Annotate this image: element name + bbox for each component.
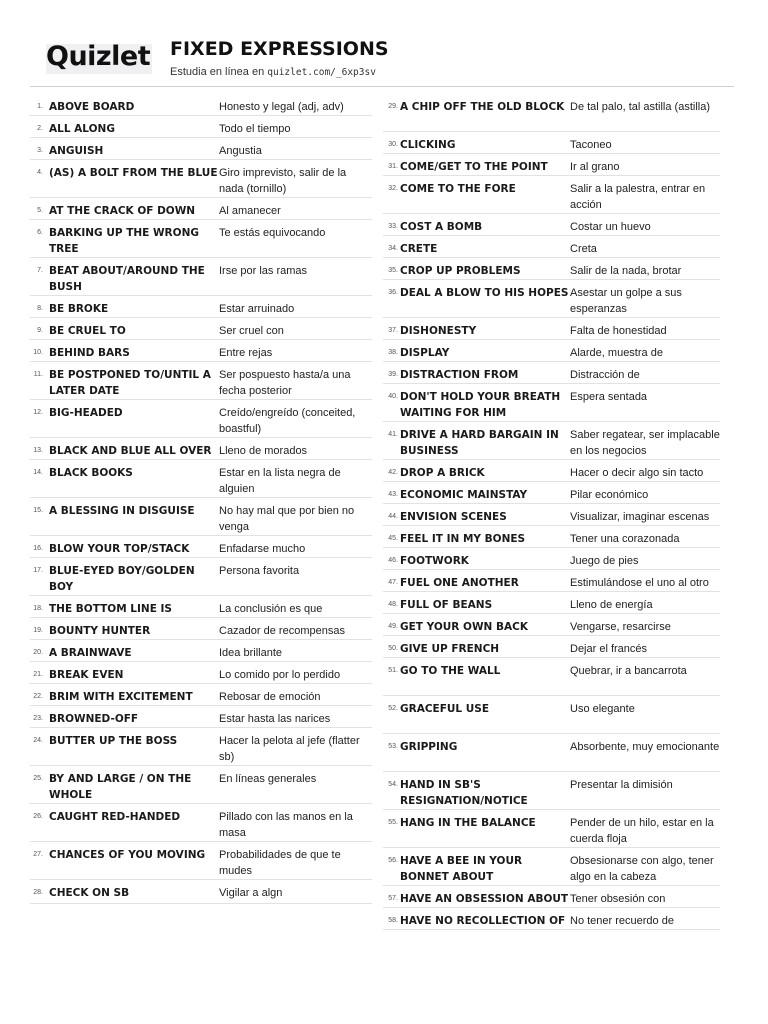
definition-text: Ser cruel con xyxy=(219,325,284,337)
definition-text: Obsesionarse con algo, tener algo en la cabeza xyxy=(570,855,714,883)
term-row xyxy=(383,810,720,848)
term-row xyxy=(30,766,372,804)
term-row xyxy=(30,318,372,340)
left-term-list xyxy=(30,94,372,904)
definition-text: Creta xyxy=(570,243,597,255)
term-text: A CHIP OFF THE OLD BLOCK xyxy=(400,101,565,113)
definition-text: De tal palo, tal astilla (astilla) xyxy=(570,101,711,113)
term-text: GRIPPING xyxy=(400,741,458,753)
definition-text: Persona favorita xyxy=(219,565,300,577)
term-row xyxy=(383,482,720,504)
term-text: COME TO THE FORE xyxy=(400,183,516,195)
term-row xyxy=(30,662,372,684)
term-number: 35. xyxy=(388,267,398,274)
term-text: A BRAINWAVE xyxy=(49,647,132,659)
term-number: 50. xyxy=(388,645,398,652)
definition-text: Irse por las ramas xyxy=(219,265,308,277)
term-number: 19. xyxy=(33,627,43,634)
term-number: 43. xyxy=(388,491,398,498)
term-row xyxy=(383,772,720,810)
term-number: 44. xyxy=(388,513,398,520)
definition-text: Al amanecer xyxy=(219,205,281,217)
term-text: FOOTWORK xyxy=(400,555,469,567)
term-number: 10. xyxy=(33,349,43,356)
term-number: 36. xyxy=(388,289,398,296)
term-number: 40. xyxy=(388,393,398,400)
definition-text: Juego de pies xyxy=(570,555,639,567)
term-row xyxy=(30,438,372,460)
term-text: BLACK AND BLUE ALL OVER xyxy=(49,445,212,457)
definition-text: La conclusión es que xyxy=(219,603,323,615)
term-number: 16. xyxy=(33,545,43,552)
term-row xyxy=(383,280,720,318)
term-text: BROWNED-OFF xyxy=(49,713,139,725)
term-row xyxy=(383,548,720,570)
term-text: ALL ALONG xyxy=(49,123,115,135)
term-row xyxy=(383,154,720,176)
term-number: 37. xyxy=(388,327,398,334)
definition-text: Estar en la lista negra de alguien xyxy=(219,467,341,495)
definition-text: Lleno de energía xyxy=(570,599,653,611)
term-row xyxy=(383,176,720,214)
definition-text: Giro imprevisto, salir de la nada (tornillo) xyxy=(219,167,347,195)
definition-text: Hacer la pelota al jefe (flatter sb) xyxy=(219,735,360,763)
definition-text: Falta de honestidad xyxy=(570,325,667,337)
definition-text: Pender de un hilo, estar en la cuerda floja xyxy=(570,817,714,845)
term-text: DISTRACTION FROM xyxy=(400,369,519,381)
term-number: 42. xyxy=(388,469,398,476)
term-number: 41. xyxy=(388,431,398,438)
term-number: 3. xyxy=(37,147,43,154)
term-row xyxy=(30,258,372,296)
term-number: 12. xyxy=(33,409,43,416)
term-row xyxy=(383,886,720,908)
term-row xyxy=(383,214,720,236)
term-number: 9. xyxy=(37,327,43,334)
term-text: GET YOUR OWN BACK xyxy=(400,621,528,633)
term-number: 54. xyxy=(388,781,398,788)
definition-text: Vigilar a algn xyxy=(219,887,283,899)
term-number: 8. xyxy=(37,305,43,312)
term-number: 32. xyxy=(388,185,398,192)
term-row xyxy=(383,734,720,772)
term-number: 1. xyxy=(37,103,43,110)
term-row xyxy=(383,570,720,592)
definition-text: Ser pospuesto hasta/a una fecha posterior xyxy=(219,369,351,397)
definition-text: Dejar el francés xyxy=(570,643,648,655)
term-row xyxy=(30,804,372,842)
term-number: 55. xyxy=(388,819,398,826)
definition-text: Asestar un golpe a sus esperanzas xyxy=(570,287,682,315)
term-row xyxy=(30,362,372,400)
term-number: 33. xyxy=(388,223,398,230)
definition-text: Saber regatear, ser implacable en los negocios xyxy=(570,429,720,457)
term-row xyxy=(30,160,372,198)
definition-text: Idea brillante xyxy=(219,647,282,659)
definition-text: No tener recuerdo de xyxy=(570,915,674,927)
term-row xyxy=(30,558,372,596)
term-row xyxy=(30,138,372,160)
term-row xyxy=(383,258,720,280)
right-term-list xyxy=(383,94,720,930)
term-text: DEAL A BLOW TO HIS HOPES xyxy=(400,287,569,299)
term-row xyxy=(30,116,372,138)
definition-text: Entre rejas xyxy=(219,347,273,359)
quizlet-logo xyxy=(46,41,152,74)
term-number: 47. xyxy=(388,579,398,586)
term-number: 56. xyxy=(388,857,398,864)
term-number: 21. xyxy=(33,671,43,678)
term-number: 26. xyxy=(33,813,43,820)
definition-text: Probabilidades de que te mudes xyxy=(219,849,341,877)
term-number: 57. xyxy=(388,895,398,902)
term-text: BOUNTY HUNTER xyxy=(49,625,151,637)
term-text: CHECK ON SB xyxy=(49,887,130,899)
term-row xyxy=(383,384,720,422)
term-text: DRIVE A HARD BARGAIN IN BUSINESS xyxy=(400,429,559,457)
definition-text: Enfadarse mucho xyxy=(219,543,306,555)
term-row xyxy=(30,94,372,116)
term-number: 38. xyxy=(388,349,398,356)
definition-text: Rebosar de emoción xyxy=(219,691,321,703)
definition-text: Cazador de recompensas xyxy=(219,625,345,637)
term-text: BLACK BOOKS xyxy=(49,467,133,479)
term-row xyxy=(383,658,720,696)
subtitle-prefix: Estudia en línea en xyxy=(170,66,268,78)
term-row xyxy=(30,220,372,258)
definition-text: En líneas generales xyxy=(219,773,317,785)
term-text: (AS) A BOLT FROM THE BLUE xyxy=(49,167,218,179)
term-number: 31. xyxy=(388,163,398,170)
term-row xyxy=(383,908,720,930)
term-number: 13. xyxy=(33,447,43,454)
definition-text: Presentar la dimisión xyxy=(570,779,673,791)
term-row xyxy=(383,848,720,886)
definition-text: Alarde, muestra de xyxy=(570,347,663,359)
term-row xyxy=(30,400,372,438)
term-number: 18. xyxy=(33,605,43,612)
term-text: FEEL IT IN MY BONES xyxy=(400,533,526,545)
term-number: 25. xyxy=(33,775,43,782)
definition-text: Te estás equivocando xyxy=(219,227,326,239)
term-text: BRIM WITH EXCITEMENT xyxy=(49,691,193,703)
term-text: COME/GET TO THE POINT xyxy=(400,161,548,173)
definition-text: Salir a la palestra, entrar en acción xyxy=(570,183,706,211)
term-number: 17. xyxy=(33,567,43,574)
term-number: 23. xyxy=(33,715,43,722)
term-number: 34. xyxy=(388,245,398,252)
term-number: 53. xyxy=(388,743,398,750)
term-number: 5. xyxy=(37,207,43,214)
term-row xyxy=(383,94,720,132)
term-number: 7. xyxy=(37,267,43,274)
term-row xyxy=(30,842,372,880)
term-row xyxy=(30,198,372,220)
term-row xyxy=(30,536,372,558)
definition-text: Costar un huevo xyxy=(570,221,651,233)
definition-text: Ir al grano xyxy=(570,161,620,173)
term-row xyxy=(30,460,372,498)
study-url-link[interactable]: quizlet.com/_6xp3sv xyxy=(267,67,376,78)
definition-text: Salir de la nada, brotar xyxy=(570,265,682,277)
term-row xyxy=(383,526,720,548)
term-text: BE BROKE xyxy=(49,303,109,315)
term-text: CLICKING xyxy=(400,139,456,151)
term-number: 11. xyxy=(33,371,43,378)
term-number: 45. xyxy=(388,535,398,542)
page-header xyxy=(0,0,768,90)
term-row xyxy=(30,880,372,904)
term-number: 29. xyxy=(388,103,398,110)
term-number: 39. xyxy=(388,371,398,378)
term-row xyxy=(383,592,720,614)
term-row xyxy=(383,340,720,362)
term-number: 58. xyxy=(388,917,398,924)
term-number: 30. xyxy=(388,141,398,148)
term-text: DISHONESTY xyxy=(400,325,477,337)
term-text: ABOVE BOARD xyxy=(49,101,135,113)
term-row xyxy=(383,636,720,658)
term-text: BUTTER UP THE BOSS xyxy=(49,735,178,747)
term-text: BLUE-EYED BOY/GOLDEN BOY xyxy=(49,565,195,593)
term-number: 28. xyxy=(33,889,43,896)
term-text: DROP A BRICK xyxy=(400,467,485,479)
term-number: 51. xyxy=(388,667,398,674)
term-number: 15. xyxy=(33,507,43,514)
definition-text: Tener una corazonada xyxy=(570,533,680,545)
term-text: BIG-HEADED xyxy=(49,407,123,419)
definition-text: Taconeo xyxy=(570,139,612,151)
header-divider xyxy=(30,86,734,87)
definition-text: Hacer o decir algo sin tacto xyxy=(570,467,704,479)
term-text: CHANCES OF YOU MOVING xyxy=(49,849,206,861)
term-text: GIVE UP FRENCH xyxy=(400,643,500,655)
definition-text: Lo comido por lo perdido xyxy=(219,669,341,681)
definition-text: Honesto y legal (adj, adv) xyxy=(219,101,344,113)
term-text: BE POSTPONED TO/UNTIL A LATER DATE xyxy=(49,369,211,397)
term-number: 14. xyxy=(33,469,43,476)
definition-text: Pilar económico xyxy=(570,489,649,501)
term-row xyxy=(383,422,720,460)
definition-text: Uso elegante xyxy=(570,703,635,715)
term-row xyxy=(30,706,372,728)
definition-text: Estimulándose el uno al otro xyxy=(570,577,709,589)
term-text: BEAT ABOUT/AROUND THE BUSH xyxy=(49,265,205,293)
term-row xyxy=(383,696,720,734)
term-number: 52. xyxy=(388,705,398,712)
term-row xyxy=(383,614,720,636)
page-title: FIXED EXPRESSIONS xyxy=(170,38,389,60)
logo-text: Quizlet xyxy=(46,41,151,72)
term-row xyxy=(383,504,720,526)
term-text: COST A BOMB xyxy=(400,221,483,233)
term-number: 49. xyxy=(388,623,398,630)
term-number: 2. xyxy=(37,125,43,132)
term-number: 48. xyxy=(388,601,398,608)
term-number: 46. xyxy=(388,557,398,564)
definition-text: Quebrar, ir a bancarrota xyxy=(570,665,687,677)
definition-text: Angustia xyxy=(219,145,262,157)
term-row xyxy=(30,728,372,766)
term-text: ANGUISH xyxy=(49,145,104,157)
term-row xyxy=(30,498,372,536)
term-text: DON'T HOLD YOUR BREATH WAITING FOR HIM xyxy=(400,391,561,419)
term-text: ECONOMIC MAINSTAY xyxy=(400,489,528,501)
term-row xyxy=(383,318,720,340)
definition-text: Todo el tiempo xyxy=(219,123,291,135)
term-row xyxy=(30,684,372,706)
term-row xyxy=(383,460,720,482)
term-text: CRETE xyxy=(400,243,438,255)
term-text: GRACEFUL USE xyxy=(400,703,490,715)
term-number: 6. xyxy=(37,229,43,236)
term-text: BLOW YOUR TOP/STACK xyxy=(49,543,190,555)
definition-text: Tener obsesión con xyxy=(570,893,666,905)
term-row xyxy=(30,640,372,662)
definition-text: No hay mal que por bien no venga xyxy=(219,505,355,533)
term-text: HAVE AN OBSESSION ABOUT xyxy=(400,893,569,905)
definition-text: Creído/engreído (conceited, boastful) xyxy=(219,407,356,435)
term-text: CAUGHT RED-HANDED xyxy=(49,811,181,823)
term-text: DISPLAY xyxy=(400,347,450,359)
page-subtitle xyxy=(170,66,376,78)
term-text: FULL OF BEANS xyxy=(400,599,493,611)
term-text: ENVISION SCENES xyxy=(400,511,507,523)
term-text: HAND IN SB'S RESIGNATION/NOTICE xyxy=(400,779,528,807)
definition-text: Estar arruinado xyxy=(219,303,295,315)
term-text: BREAK EVEN xyxy=(49,669,124,681)
term-row xyxy=(30,340,372,362)
term-number: 4. xyxy=(37,169,43,176)
definition-text: Estar hasta las narices xyxy=(219,713,331,725)
term-text: FUEL ONE ANOTHER xyxy=(400,577,519,589)
term-number: 27. xyxy=(33,851,43,858)
term-text: AT THE CRACK OF DOWN xyxy=(49,205,196,217)
term-number: 20. xyxy=(33,649,43,656)
term-text: BY AND LARGE / ON THE WHOLE xyxy=(49,773,192,801)
definition-text: Pillado con las manos en la masa xyxy=(219,811,353,839)
term-text: CROP UP PROBLEMS xyxy=(400,265,521,277)
term-text: BEHIND BARS xyxy=(49,347,130,359)
term-row xyxy=(30,296,372,318)
definition-text: Visualizar, imaginar escenas xyxy=(570,511,710,523)
term-text: BE CRUEL TO xyxy=(49,325,126,337)
term-number: 22. xyxy=(33,693,43,700)
definition-text: Absorbente, muy emocionante xyxy=(570,741,720,753)
term-text: A BLESSING IN DISGUISE xyxy=(49,505,195,517)
term-row xyxy=(30,596,372,618)
term-text: HAVE A BEE IN YOUR BONNET ABOUT xyxy=(400,855,523,883)
term-number: 24. xyxy=(33,737,43,744)
term-text: THE BOTTOM LINE IS xyxy=(49,603,172,615)
term-text: BARKING UP THE WRONG TREE xyxy=(49,227,199,255)
definition-text: Espera sentada xyxy=(570,391,648,403)
definition-text: Distracción de xyxy=(570,369,640,381)
definition-text: Lleno de morados xyxy=(219,445,308,457)
term-text: HANG IN THE BALANCE xyxy=(400,817,536,829)
definition-text: Vengarse, resarcirse xyxy=(570,621,671,633)
term-row xyxy=(383,362,720,384)
term-row xyxy=(383,236,720,258)
term-text: HAVE NO RECOLLECTION OF xyxy=(400,915,566,927)
term-text: GO TO THE WALL xyxy=(400,665,501,677)
term-row xyxy=(383,132,720,154)
term-row xyxy=(30,618,372,640)
